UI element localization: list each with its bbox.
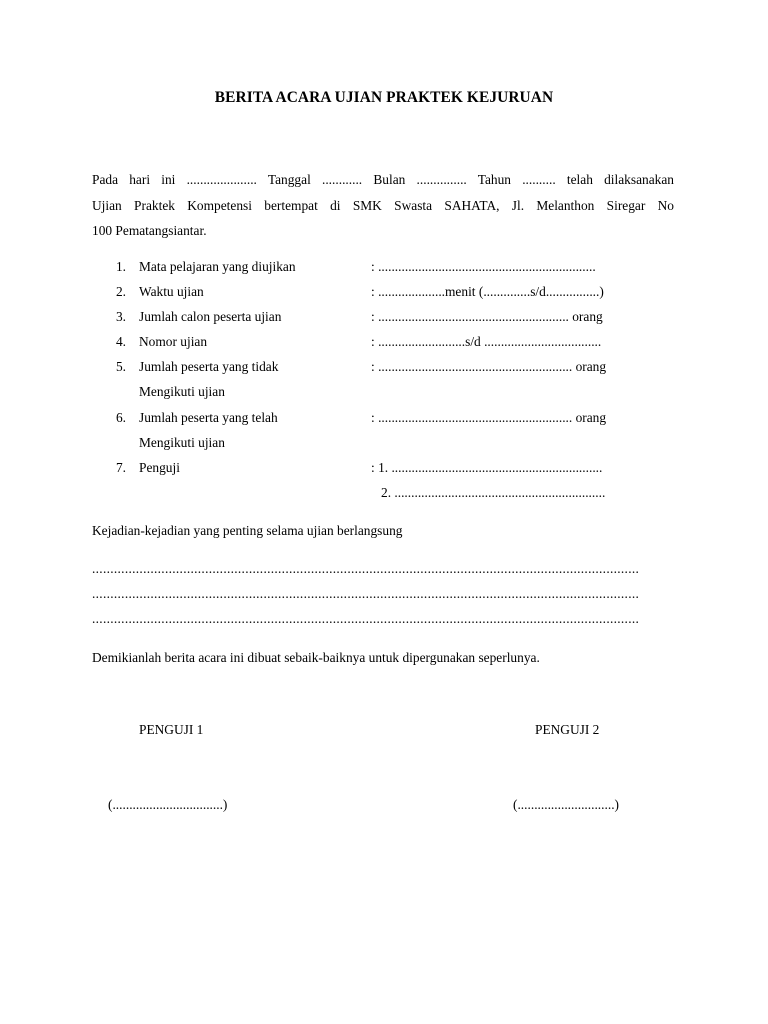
- penguji-2-signature-line: (.............................): [513, 797, 620, 812]
- item-value: : ..........................s/d ...................................: [371, 334, 602, 349]
- penguji-2-label: PENGUJI 2: [535, 722, 600, 737]
- item-number: 5.: [115, 359, 126, 374]
- item-label: Penguji: [139, 460, 180, 475]
- intro-line-2: Ujian Praktek Kompetensi bertempat di SMK Swasta SAHATA, Jl. Melanthon Siregar No: [92, 197, 674, 213]
- item-number: 2.: [115, 284, 126, 299]
- item-value: : 1. ...............................................................: [371, 460, 603, 475]
- item-number: 4.: [115, 334, 126, 349]
- penguji-1-signature-line: (.................................): [108, 797, 228, 812]
- item-value: : .................................................................: [371, 259, 596, 274]
- dotted-line: ......................................................................................................................................................: [92, 587, 640, 601]
- item-label-continued: Mengikuti ujian: [139, 384, 225, 399]
- intro-line-1: Pada hari ini ..................... Tanggal ............ Bulan ............... Tahun .......... telah dilaksanakan: [92, 172, 674, 187]
- dotted-line: ......................................................................................................................................................: [92, 562, 640, 576]
- intro-line-3: 100 Pematangsiantar.: [92, 223, 207, 238]
- item-value: : ....................menit (..............s/d................): [371, 284, 604, 299]
- item-value: : ......................................................... orang: [371, 309, 603, 324]
- item-number: 7.: [115, 460, 126, 475]
- item-value: : .......................................................... orang: [371, 359, 607, 374]
- item-value: : .......................................................... orang: [371, 410, 607, 425]
- item-number: 3.: [115, 309, 126, 324]
- item-label: Nomor ujian: [139, 334, 208, 349]
- item-label: Mata pelajaran yang diujikan: [139, 259, 296, 274]
- events-heading: Kejadian-kejadian yang penting selama ujian berlangsung: [92, 523, 403, 538]
- item-label: Jumlah calon peserta ujian: [139, 309, 282, 324]
- item-label-continued: Mengikuti ujian: [139, 435, 225, 450]
- dotted-line: ......................................................................................................................................................: [92, 612, 640, 626]
- item-label: Waktu ujian: [139, 284, 204, 299]
- intro-paragraph: [92, 171, 674, 248]
- item-number: 1.: [115, 259, 126, 274]
- document-title: BERITA ACARA UJIAN PRAKTEK KEJURUAN: [214, 89, 554, 106]
- item-value-continued: 2. ...............................................................: [381, 485, 606, 500]
- item-label: Jumlah peserta yang telah: [139, 410, 278, 425]
- item-number: 6.: [115, 410, 126, 425]
- penguji-1-label: PENGUJI 1: [139, 722, 204, 737]
- closing-statement: Demikianlah berita acara ini dibuat sebaik-baiknya untuk dipergunakan seperlunya.: [92, 650, 540, 665]
- item-label: Jumlah peserta yang tidak: [139, 359, 279, 374]
